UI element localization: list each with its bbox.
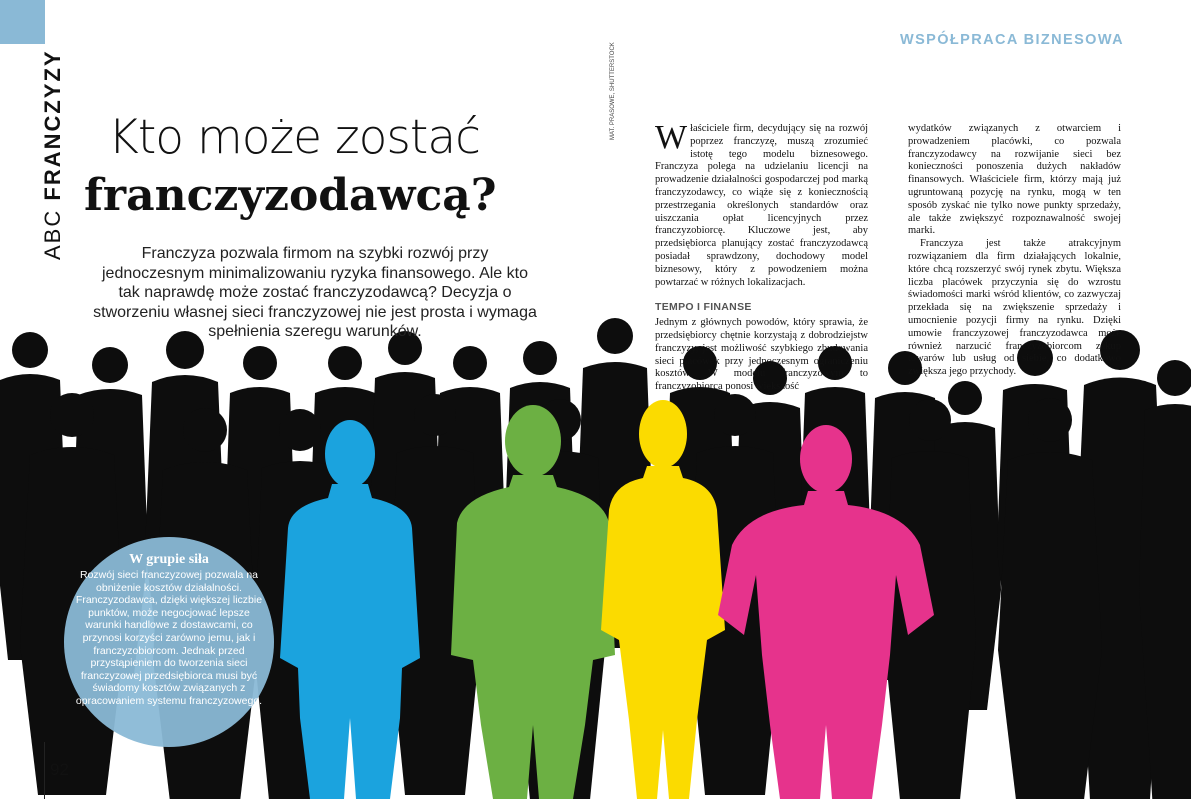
col2-paragraph-1: wydatków związanych z otwarciem i prowadzeniem placówki, co pozwala franczyzodawcy na rozwijanie sieci bez konieczności ponoszenia dużych nakładów finansowych. Właściciele firm, którzy mają już ugruntowaną pozycję na rynku, mogą w ten sposób zyskać nie tylko nowe punkty sprzedaży, ale także zwiększyć rozpoznawalność swojej marki.: [908, 123, 1121, 237]
corner-color-tab: [0, 0, 45, 44]
info-box: [72, 552, 266, 708]
page-number-rule: [44, 742, 45, 799]
article-subhead: TEMPO I FINANSE: [655, 301, 752, 314]
section-tag-light: ABC: [40, 208, 65, 260]
section-tag-bold: FRANCZYZY: [40, 49, 65, 201]
header-tag: WSPÓŁPRACA BIZNESOWA: [900, 32, 1125, 48]
photo-credit: MAT. PRASOWE, SHUTTERSTOCK: [610, 42, 616, 140]
col2-paragraph-2: Franczyza jest także atrakcyjnym rozwiązaniem dla firm działających lokalnie, które chcą rozszerzyć swój rynek zbytu. Większa liczba placówek przyczynia się do wzrostu świadomości marki wśród klientów, co zazwyczaj przekłada się na zwiększenie sprzedaży i umocnienie pozycji firmy na rynku. Dzięki umowie franczyzowej franczyzodawca może również narzucić franczyzobiorcom zakup towarów lub usług od siebie, co dodatkowo zwiększa jego przychody.: [908, 238, 1121, 378]
info-box-title: W grupie siła: [129, 552, 209, 567]
drop-cap: W: [655, 119, 688, 156]
lead-paragraph: Franczyza pozwala firmom na szybki rozwój przy jednoczesnym minimalizowaniu ryzyka finansowego. Ale kto tak naprawdę może zostać franczyzodawcą? Decyzja o stworzeniu własnej sieci franczyzowej nie jest prosta i wymaga spełnienia szeregu warunków.: [93, 245, 537, 340]
col1-paragraph-2: Jednym z głównych powodów, który sprawia, że przedsiębiorcy chętnie korzystają z dobrodziejstw franczyzy, jest możliwość szybkiego zbudowania sieci placówek przy jednoczesnym ograniczeniu kosztów. W modelu franczyzowym to franczyzobiorca ponosi większość: [655, 317, 868, 393]
article-column-2: [908, 123, 1121, 379]
title-line-2: franczyzodawcą?: [84, 170, 497, 221]
article-column-1: [655, 119, 868, 394]
info-box-body: Rozwój sieci franczyzowej pozwala na obniżenie kosztów działalności. Franczyzodawca, dzięki większej liczbie punktów, może negocjować lepsze warunki handlowe z dostawcami, co przynosi korzyści zarówno jemu, jak i franczyzobiorcom. Jednak przed przystąpieniem do tworzenia sieci franczyzowej przedsiębiorca musi być świadomy kosztów związanych z opracowaniem systemu franczyzowego.: [75, 569, 263, 707]
section-tag: [0, 48, 65, 263]
page-number: 92: [50, 760, 69, 779]
title-line-1: Kto może zostać: [108, 110, 480, 165]
col1-paragraph-1: łaściciele firm, decydujący się na rozwój poprzez franczyzę, muszą zrozumieć istotę tego modelu biznesowego. Franczyza polega na udzielaniu licencji na prowadzenie działalności gospodarczej pod marką franczyzodawcy, co wiąże się z koniecznością przestrzegania określonych standardów oraz uiszczania opłat licencyjnych przez franczyzobiorcę. Kluczowe jest, aby przedsiębiorca planujący zostać franczyzodawcą posiadał sprawdzony, dochodowy model biznesowy, który z powodzeniem można powtarzać w różnych lokalizacjach.: [655, 123, 868, 288]
